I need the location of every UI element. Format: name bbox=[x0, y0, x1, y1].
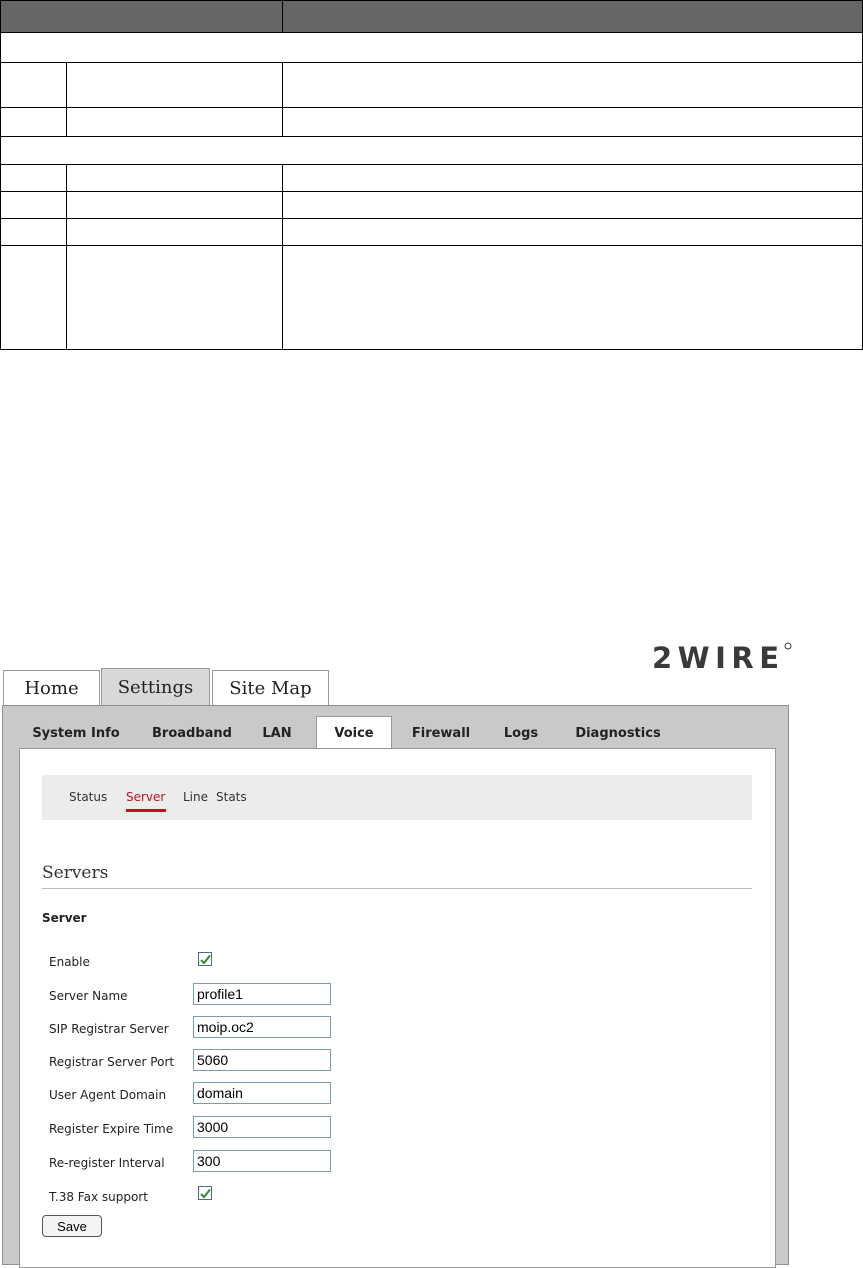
group-title: Server bbox=[42, 911, 87, 925]
reference-table bbox=[0, 0, 863, 350]
subtab-diagnostics[interactable]: Diagnostics bbox=[575, 725, 661, 741]
crumb-status[interactable]: Status bbox=[69, 790, 108, 804]
crumb-stats[interactable]: Stats bbox=[216, 790, 247, 804]
server-name-label: Server Name bbox=[49, 989, 128, 1003]
register-expire-time-input[interactable] bbox=[193, 1116, 331, 1138]
table-header-row bbox=[1, 1, 863, 33]
svg-text:2WIRE: 2WIRE bbox=[652, 641, 780, 671]
settings-subnav bbox=[3, 718, 788, 748]
registrar-server-port-label: Registrar Server Port bbox=[49, 1055, 175, 1069]
section-divider bbox=[42, 888, 752, 889]
brand-logo bbox=[652, 641, 792, 671]
table-row bbox=[1, 165, 863, 192]
server-name-input[interactable] bbox=[193, 983, 331, 1005]
user-agent-domain-label: User Agent Domain bbox=[49, 1088, 167, 1102]
user-agent-domain-input[interactable] bbox=[193, 1082, 331, 1104]
settings-frame bbox=[2, 705, 789, 1265]
register-expire-time-label: Register Expire Time bbox=[49, 1122, 174, 1136]
active-crumb-underline bbox=[126, 809, 166, 812]
table-row bbox=[1, 63, 863, 108]
subtab-lan[interactable]: LAN bbox=[262, 725, 292, 741]
reregister-interval-input[interactable] bbox=[193, 1150, 331, 1172]
enable-label: Enable bbox=[49, 955, 90, 969]
voice-breadcrumb bbox=[42, 775, 752, 820]
t38-fax-support-checkbox[interactable] bbox=[198, 1186, 212, 1200]
save-button[interactable]: Save bbox=[42, 1215, 102, 1237]
subtab-firewall[interactable]: Firewall bbox=[411, 725, 471, 741]
table-section-row bbox=[1, 137, 863, 165]
table-row bbox=[1, 246, 863, 350]
subtab-system-info[interactable]: System Info bbox=[32, 725, 120, 741]
enable-checkbox[interactable] bbox=[198, 952, 212, 966]
reregister-interval-label: Re-register Interval bbox=[49, 1156, 165, 1170]
subtab-voice[interactable]: Voice bbox=[316, 716, 392, 750]
crumb-server[interactable]: Server bbox=[126, 790, 166, 804]
table-row bbox=[1, 192, 863, 219]
tab-home[interactable]: Home bbox=[3, 670, 100, 706]
checkmark-icon bbox=[200, 1188, 211, 1199]
table-row bbox=[1, 219, 863, 246]
registrar-server-port-input[interactable] bbox=[193, 1049, 331, 1071]
tab-site-map[interactable]: Site Map bbox=[212, 670, 329, 706]
table-section-row bbox=[1, 33, 863, 63]
checkmark-icon bbox=[200, 954, 211, 965]
sip-registrar-server-input[interactable] bbox=[193, 1016, 331, 1038]
table-row bbox=[1, 108, 863, 137]
tab-settings[interactable]: Settings bbox=[101, 668, 210, 706]
subtab-broadband[interactable]: Broadband bbox=[152, 725, 232, 741]
crumb-line[interactable]: Line bbox=[183, 790, 209, 804]
voice-panel bbox=[19, 748, 776, 1268]
subtab-logs[interactable]: Logs bbox=[503, 725, 539, 741]
sip-registrar-server-label: SIP Registrar Server bbox=[49, 1022, 169, 1036]
t38-fax-support-label: T.38 Fax support bbox=[49, 1190, 148, 1204]
page-title: Servers bbox=[42, 863, 109, 883]
router-ui bbox=[0, 635, 863, 1252]
